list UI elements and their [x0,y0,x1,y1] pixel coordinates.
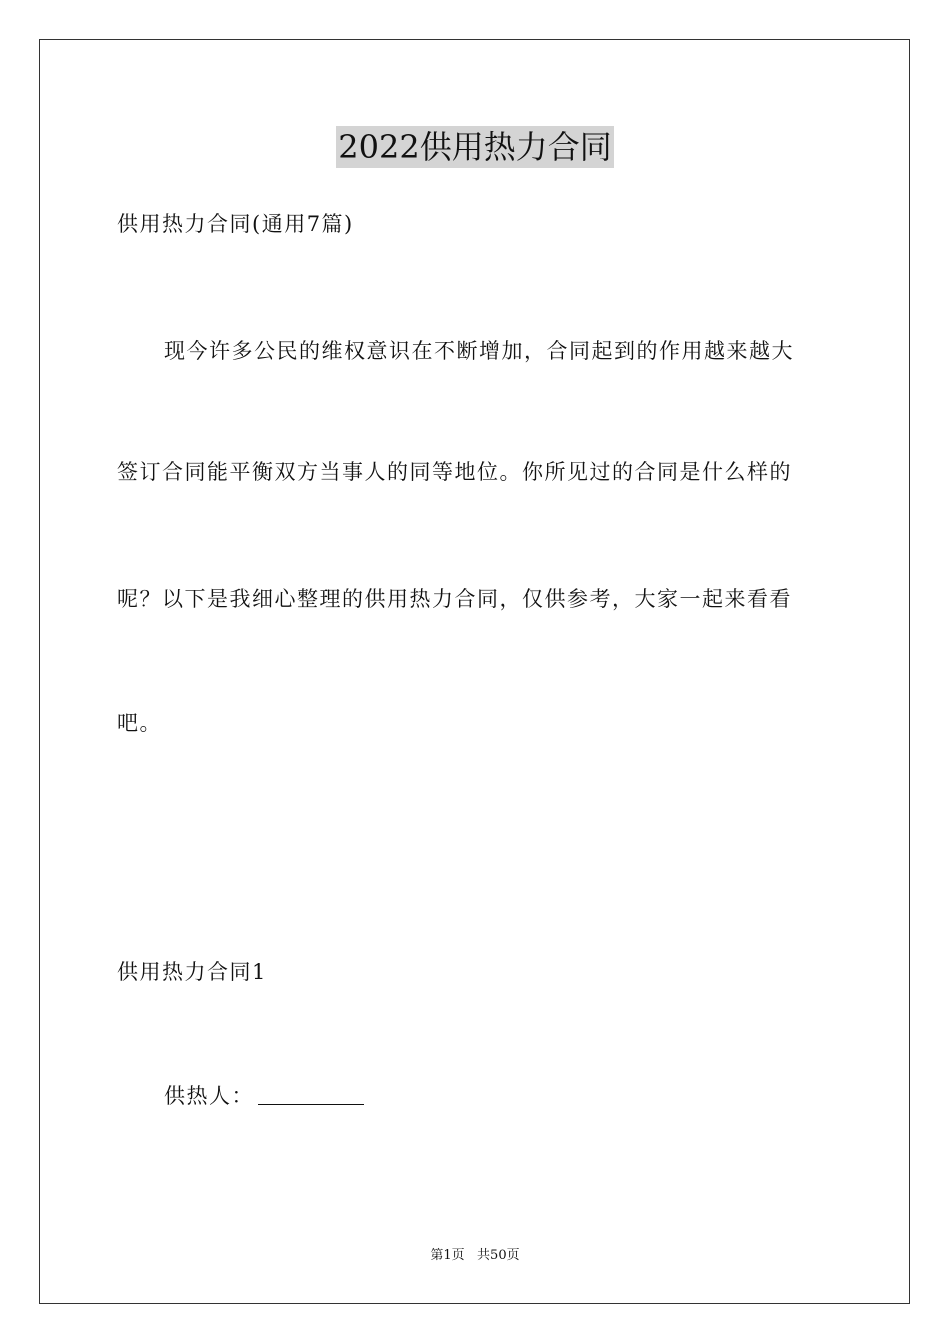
document-subtitle: 供用热力合同(通用7篇) [117,212,354,236]
paragraph-line: 签订合同能平衡双方当事人的同等地位。你所见过的合同是什么样的 [117,460,792,484]
party-row [164,1081,364,1111]
title-wrap [0,126,950,168]
party-label: 供热人： [164,1084,254,1108]
paragraph-line: 现今许多公民的维权意识在不断增加，合同起到的作用越来越大 [164,339,794,363]
document-title: 2022供用热力合同 [338,128,612,166]
section-heading: 供用热力合同1 [117,960,267,984]
paragraph-line: 呢？以下是我细心整理的供用热力合同，仅供参考，大家一起来看看 [117,587,792,611]
page-footer: 第1页 共50页 [430,1248,520,1263]
paragraph-line: 吧。 [117,711,162,735]
party-blank-field[interactable] [258,1086,364,1105]
